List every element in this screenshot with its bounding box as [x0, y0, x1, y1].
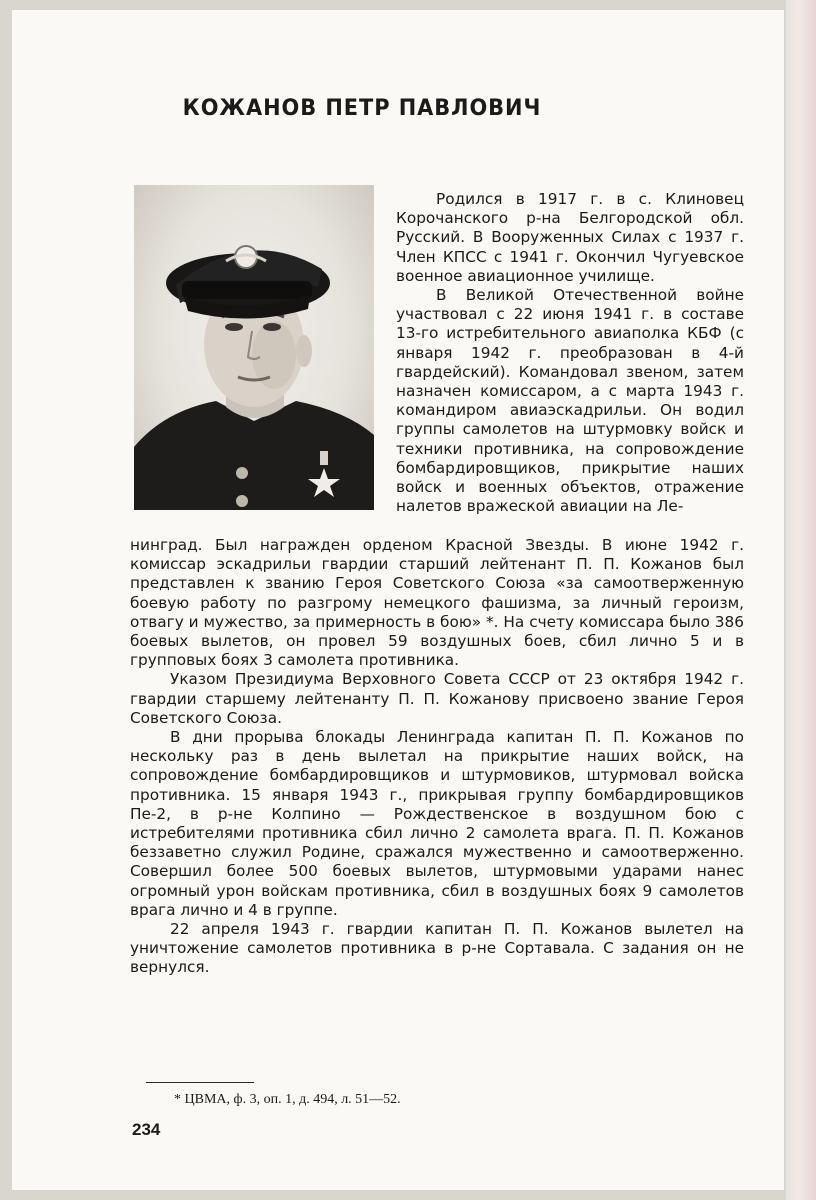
portrait-illustration	[134, 185, 374, 510]
footnote: * ЦВМА, ф. 3, оп. 1, д. 494, л. 51—52.	[174, 1092, 401, 1107]
page-number: 234	[132, 1120, 161, 1139]
intro-paragraph: В Великой Отечественной войне участвовал с 22 июня 1941 г. в составе 13-го истребительного авиаполка КБФ (с января 1942 г. преобразован в 4-й гвардейский). Командовал звеном, затем назначен комиссаром, а с марта 1943 г. командиром авиаэскадрильи. Он водил группы самолетов на штурмовку войск и техники противника, на сопровождение бомбардировщиков, прикрытие наших войск и военных объектов, отражение налетов вражеской авиации на Ле-	[396, 286, 744, 516]
intro-paragraph: Родился в 1917 г. в с. Клиновец Корочанского р-на Белгородской обл. Русский. В Вооруженных Силах с 1937 г. Член КПСС с 1941 г. Окончил Чугуевское военное авиационное училище.	[396, 190, 744, 285]
page-edge	[786, 0, 816, 1200]
main-paragraph: 22 апреля 1943 г. гвардии капитан П. П. Кожанов вылетел на уничтожение самолетов противника в р-не Сортавала. С задания он не вернулся.	[130, 920, 744, 977]
intro-column	[396, 190, 744, 516]
page-title: КОЖАНОВ ПЕТР ПАВЛОВИЧ	[182, 96, 542, 121]
main-text	[130, 536, 744, 978]
footnote-divider	[146, 1082, 254, 1083]
main-paragraph: Указом Президиума Верховного Совета СССР от 23 октября 1942 г. гвардии старшему лейтенанту П. П. Кожанову присвоено звание Героя Советского Союза.	[130, 670, 744, 727]
portrait-photo	[134, 185, 374, 510]
book-page	[12, 10, 784, 1190]
main-paragraph: нинград. Был награжден орденом Красной Звезды. В июне 1942 г. комиссар эскадрильи гвардии старший лейтенант П. П. Кожанов был представлен к званию Героя Советского Союза «за самоотверженную боевую работу по разгрому немецкого фашизма, за личный героизм, отвагу и мужество, за примерность в бою» *. На счету комиссара было 386 боевых вылетов, он провел 59 воздушных боев, сбил лично 5 и в групповых боях 3 самолета противника.	[130, 536, 744, 670]
main-paragraph: В дни прорыва блокады Ленинграда капитан П. П. Кожанов по нескольку раз в день вылетал на прикрытие наших войск, на сопровождение бомбардировщиков и штурмовиков, штурмовал войска противника. 15 января 1943 г., прикрывая группу бомбардировщиков Пе-2, в р-не Колпино — Рождественское в воздушном бою с истребителями противника сбил лично 2 самолета врага. П. П. Кожанов беззаветно служил Родине, сражался мужественно и самоотверженно. Совершил более 500 боевых вылетов, штурмовыми ударами нанес огромный урон войскам противника, сбил в воздушных боях 9 самолетов врага лично и 4 в группе.	[130, 728, 744, 919]
